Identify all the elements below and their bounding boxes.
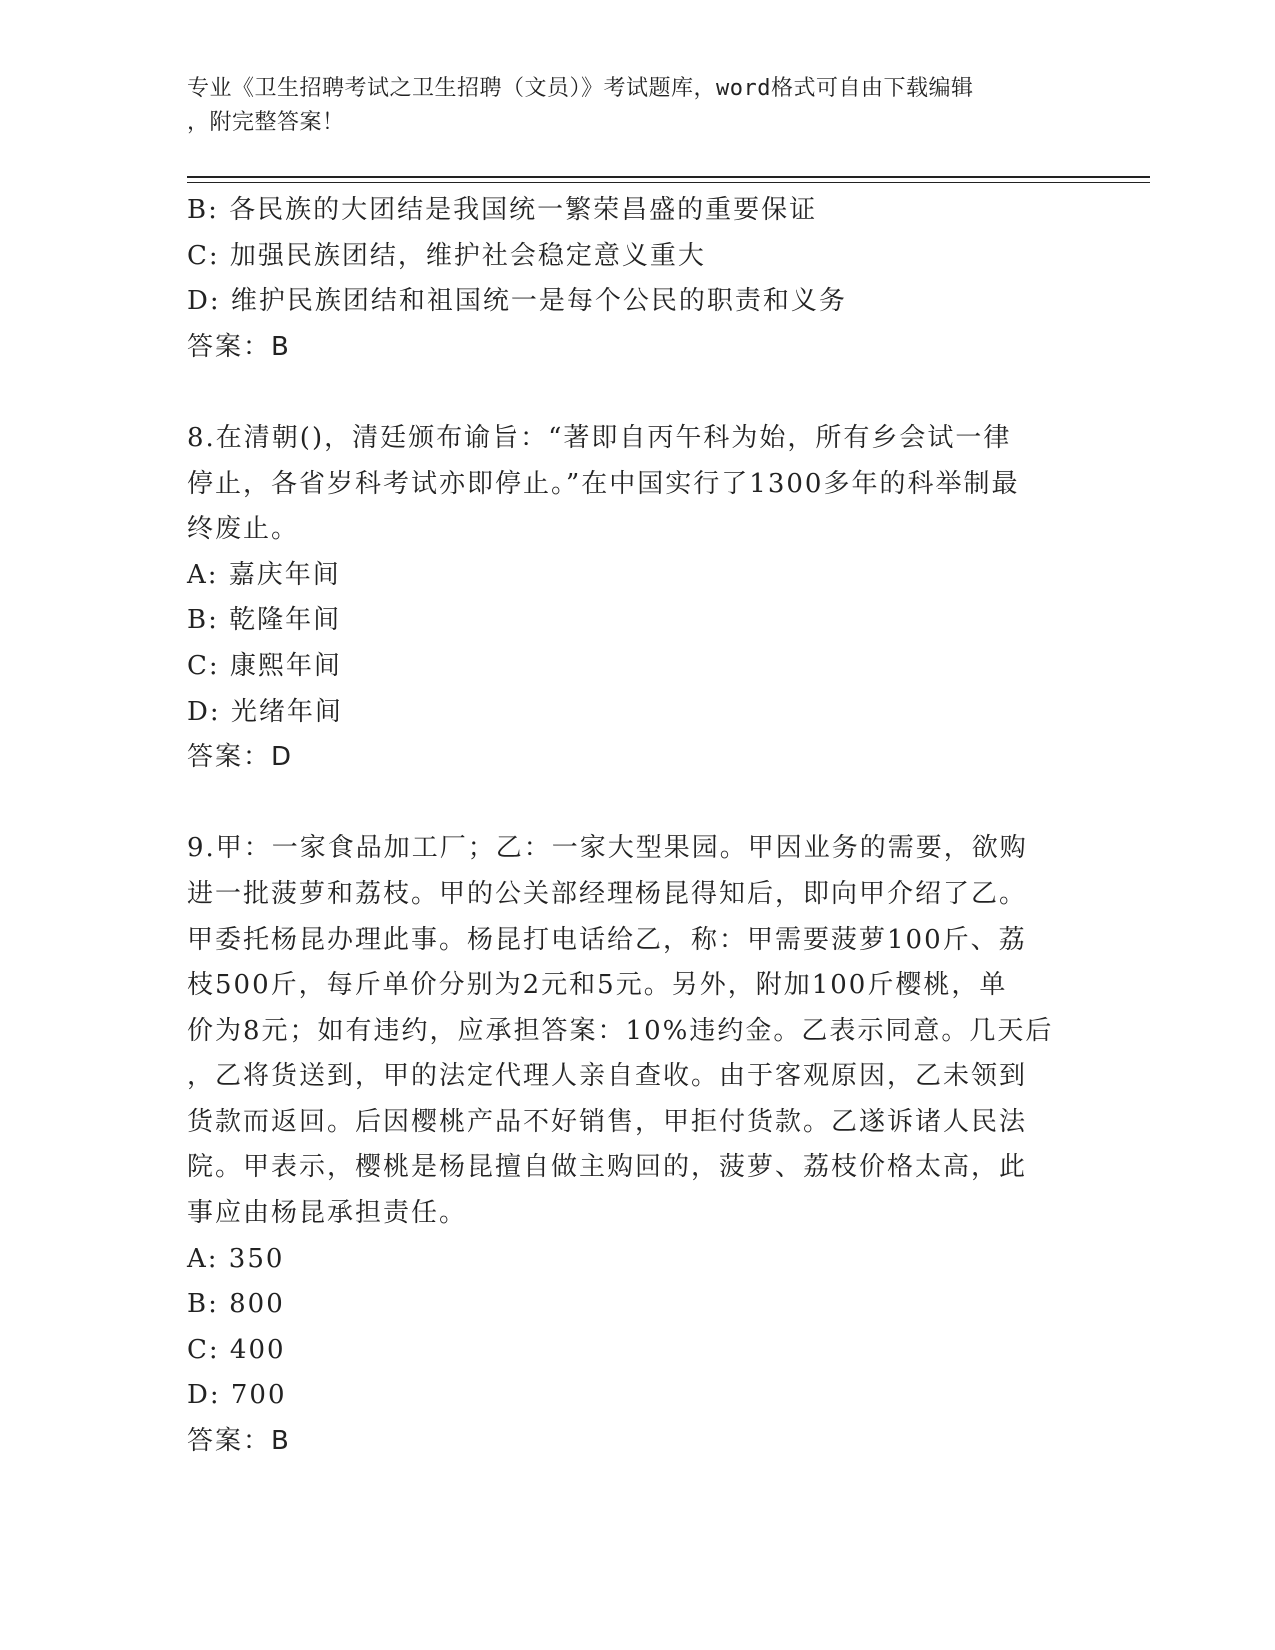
q9-stem-line-6: ，乙将货送到，甲的法定代理人亲自查收。由于客观原因，乙未领到 [187,1061,1028,1092]
q7-answer: 答案：B [187,331,291,362]
q9-stem-line-7: 货款而返回。后因樱桃产品不好销售，甲拒付货款。乙遂诉诸人民法 [187,1106,1028,1137]
question-content [187,188,1087,1465]
spacer [187,781,1087,827]
q9-option-b: B: 800 [187,1289,285,1320]
q8-option-a: A: 嘉庆年间 [187,559,341,590]
q8-option-b: B: 乾隆年间 [187,605,342,636]
q9-option-c: C: 400 [187,1334,286,1365]
q9-stem-line-8: 院。甲表示，樱桃是杨昆擅自做主购回的，菠萝、荔枝价格太高，此 [187,1152,1028,1183]
q8-stem-line-3: 终废止。 [187,514,300,545]
q8-option-c: C: 康熙年间 [187,650,342,681]
q7-option-d: D: 维护民族团结和祖国统一是每个公民的职责和义务 [187,286,847,317]
question-8 [187,416,1087,781]
q8-option-d: D: 光绪年间 [187,696,343,727]
q7-option-c: C: 加强民族团结，维护社会稳定意义重大 [187,240,706,271]
document-header [187,72,1067,140]
q9-answer: 答案：B [187,1426,291,1457]
spacer [187,370,1087,416]
q9-option-a: A: 350 [187,1243,285,1274]
header-divider-thick [187,176,1150,178]
q9-option-d: D: 700 [187,1380,287,1411]
q9-stem-line-3: 甲委托杨昆办理此事。杨昆打电话给乙，称：甲需要菠萝100斤、荔 [187,924,1027,955]
header-line-2: ，附完整答案！ [187,110,345,135]
q9-stem-line-5: 价为8元；如有违约，应承担答案：10%违约金。乙表示同意。几天后 [187,1015,1054,1046]
q9-stem-line-2: 进一批菠萝和荔枝。甲的公关部经理杨昆得知后，即向甲介绍了乙。 [187,878,1028,909]
header-divider-thin [187,182,1150,183]
q9-stem-line-4: 枝500斤，每斤单价分别为2元和5元。另外，附加100斤樱桃，单 [187,970,1008,1001]
q9-stem-line-9: 事应由杨昆承担责任。 [187,1198,468,1229]
q9-stem-line-1: 9.甲：一家食品加工厂；乙：一家大型果园。甲因业务的需要，欲购 [187,833,1028,864]
q8-stem-line-2: 停止，各省岁科考试亦即停止。”在中国实行了1300多年的科举制最 [187,468,1020,499]
q8-answer: 答案：D [187,742,294,773]
q7-option-b: B: 各民族的大团结是我国统一繁荣昌盛的重要保证 [187,195,818,225]
question-7 [187,188,1087,370]
question-9 [187,826,1087,1464]
header-line-1: 专业《卫生招聘考试之卫生招聘（文员）》考试题库，word格式可自由下载编辑 [187,76,974,101]
q8-stem-line-1: 8.在清朝()，清廷颁布谕旨：“著即自丙午科为始，所有乡会试一律 [187,422,1012,453]
